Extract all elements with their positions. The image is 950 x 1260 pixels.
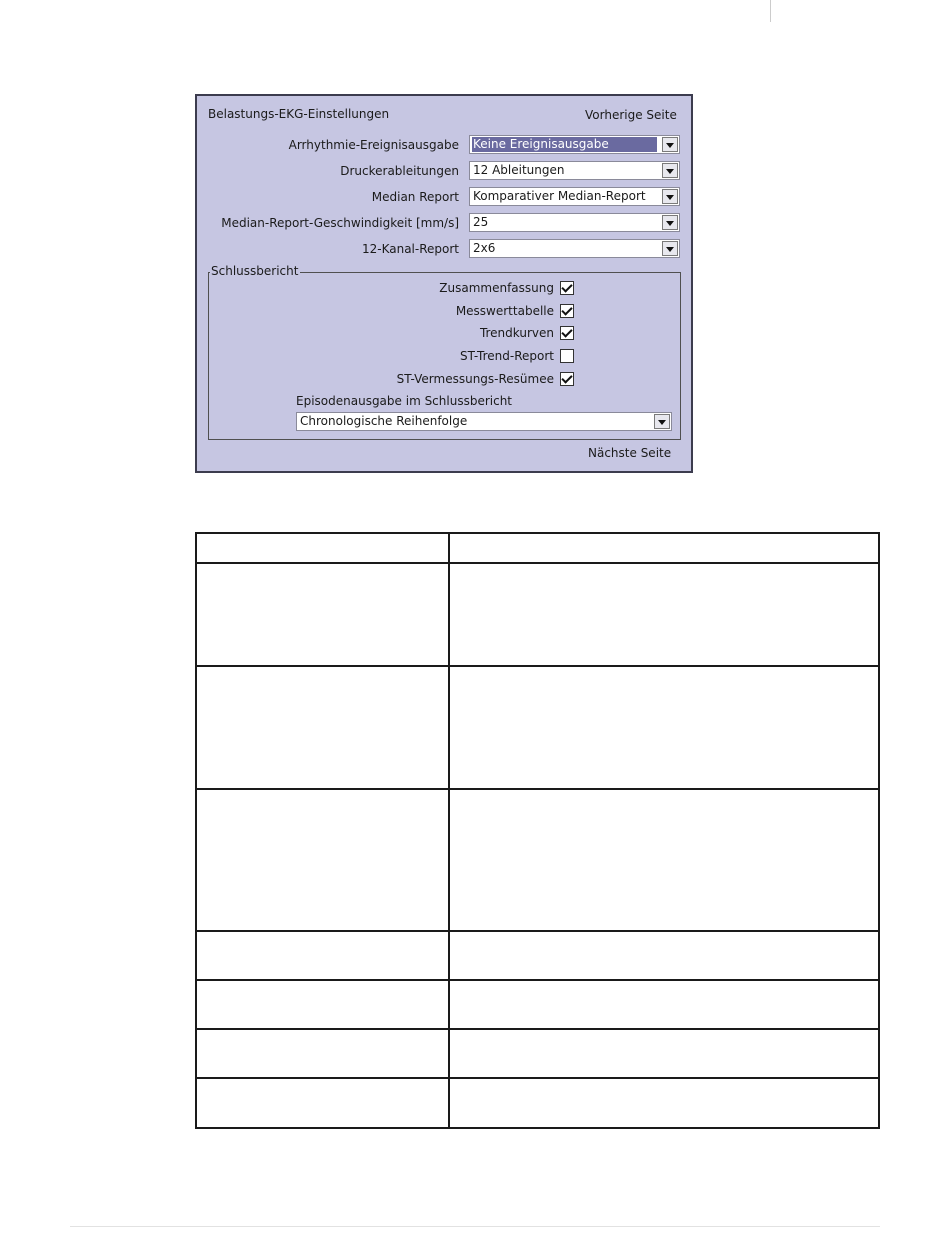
row-divider xyxy=(197,979,878,981)
median-report-speed-value: 25 xyxy=(473,215,489,229)
column-divider xyxy=(448,534,450,1127)
row-divider xyxy=(197,1077,878,1079)
arrhythmia-event-output-select[interactable] xyxy=(469,135,680,154)
median-report-speed-label: Median-Report-Geschwindigkeit [mm/s] xyxy=(221,216,459,230)
measurement-table-label: Messwerttabelle xyxy=(455,304,554,318)
st-measurement-summary-label: ST-Vermessungs-Resümee xyxy=(396,372,554,386)
episode-output-value: Chronologische Reihenfolge xyxy=(300,414,468,428)
printer-leads-value: 12 Ableitungen xyxy=(473,163,565,177)
chevron-down-icon[interactable] xyxy=(662,241,678,256)
footer-line xyxy=(70,1226,880,1227)
median-report-value: Komparativer Median-Report xyxy=(473,189,646,203)
row-divider xyxy=(197,930,878,932)
arrhythmia-event-output-label: Arrhythmie-Ereignisausgabe xyxy=(288,138,459,152)
chevron-down-icon[interactable] xyxy=(662,189,678,204)
chevron-down-icon[interactable] xyxy=(662,215,678,230)
twelve-channel-report-value: 2x6 xyxy=(473,241,496,255)
twelve-channel-report-select[interactable] xyxy=(469,239,680,258)
printer-leads-label: Druckerableitungen xyxy=(340,164,459,178)
row-divider xyxy=(197,665,878,667)
stress-ecg-settings-dialog xyxy=(195,94,693,473)
st-trend-report-label: ST-Trend-Report xyxy=(459,349,554,363)
chevron-down-icon[interactable] xyxy=(654,414,670,429)
median-report-select[interactable] xyxy=(469,187,680,206)
next-page-button[interactable]: Nächste Seite xyxy=(588,446,672,460)
measurement-table-checkbox[interactable] xyxy=(560,304,574,318)
settings-description-table xyxy=(195,532,880,1129)
st-measurement-summary-checkbox[interactable] xyxy=(560,372,574,386)
final-report-legend: Schlussbericht xyxy=(211,264,299,278)
arrhythmia-event-output-value: Keine Ereignisausgabe xyxy=(472,137,657,152)
row-divider xyxy=(197,788,878,790)
chevron-down-icon[interactable] xyxy=(662,163,678,178)
median-report-label: Median Report xyxy=(371,190,459,204)
st-trend-report-checkbox[interactable] xyxy=(560,349,574,363)
summary-label: Zusammenfassung xyxy=(439,281,554,295)
row-divider xyxy=(197,562,878,564)
chevron-down-icon[interactable] xyxy=(662,137,678,152)
summary-checkbox[interactable] xyxy=(560,281,574,295)
episode-output-label: Episodenausgabe im Schlussbericht xyxy=(296,394,513,408)
trend-curves-label: Trendkurven xyxy=(479,326,554,340)
top-margin-line xyxy=(770,0,771,22)
row-divider xyxy=(197,1028,878,1030)
episode-output-select[interactable] xyxy=(296,412,672,431)
previous-page-button[interactable]: Vorherige Seite xyxy=(585,108,677,122)
dialog-title: Belastungs-EKG-Einstellungen xyxy=(208,107,390,121)
trend-curves-checkbox[interactable] xyxy=(560,326,574,340)
median-report-speed-select[interactable] xyxy=(469,213,680,232)
twelve-channel-report-label: 12-Kanal-Report xyxy=(361,242,459,256)
printer-leads-select[interactable] xyxy=(469,161,680,180)
